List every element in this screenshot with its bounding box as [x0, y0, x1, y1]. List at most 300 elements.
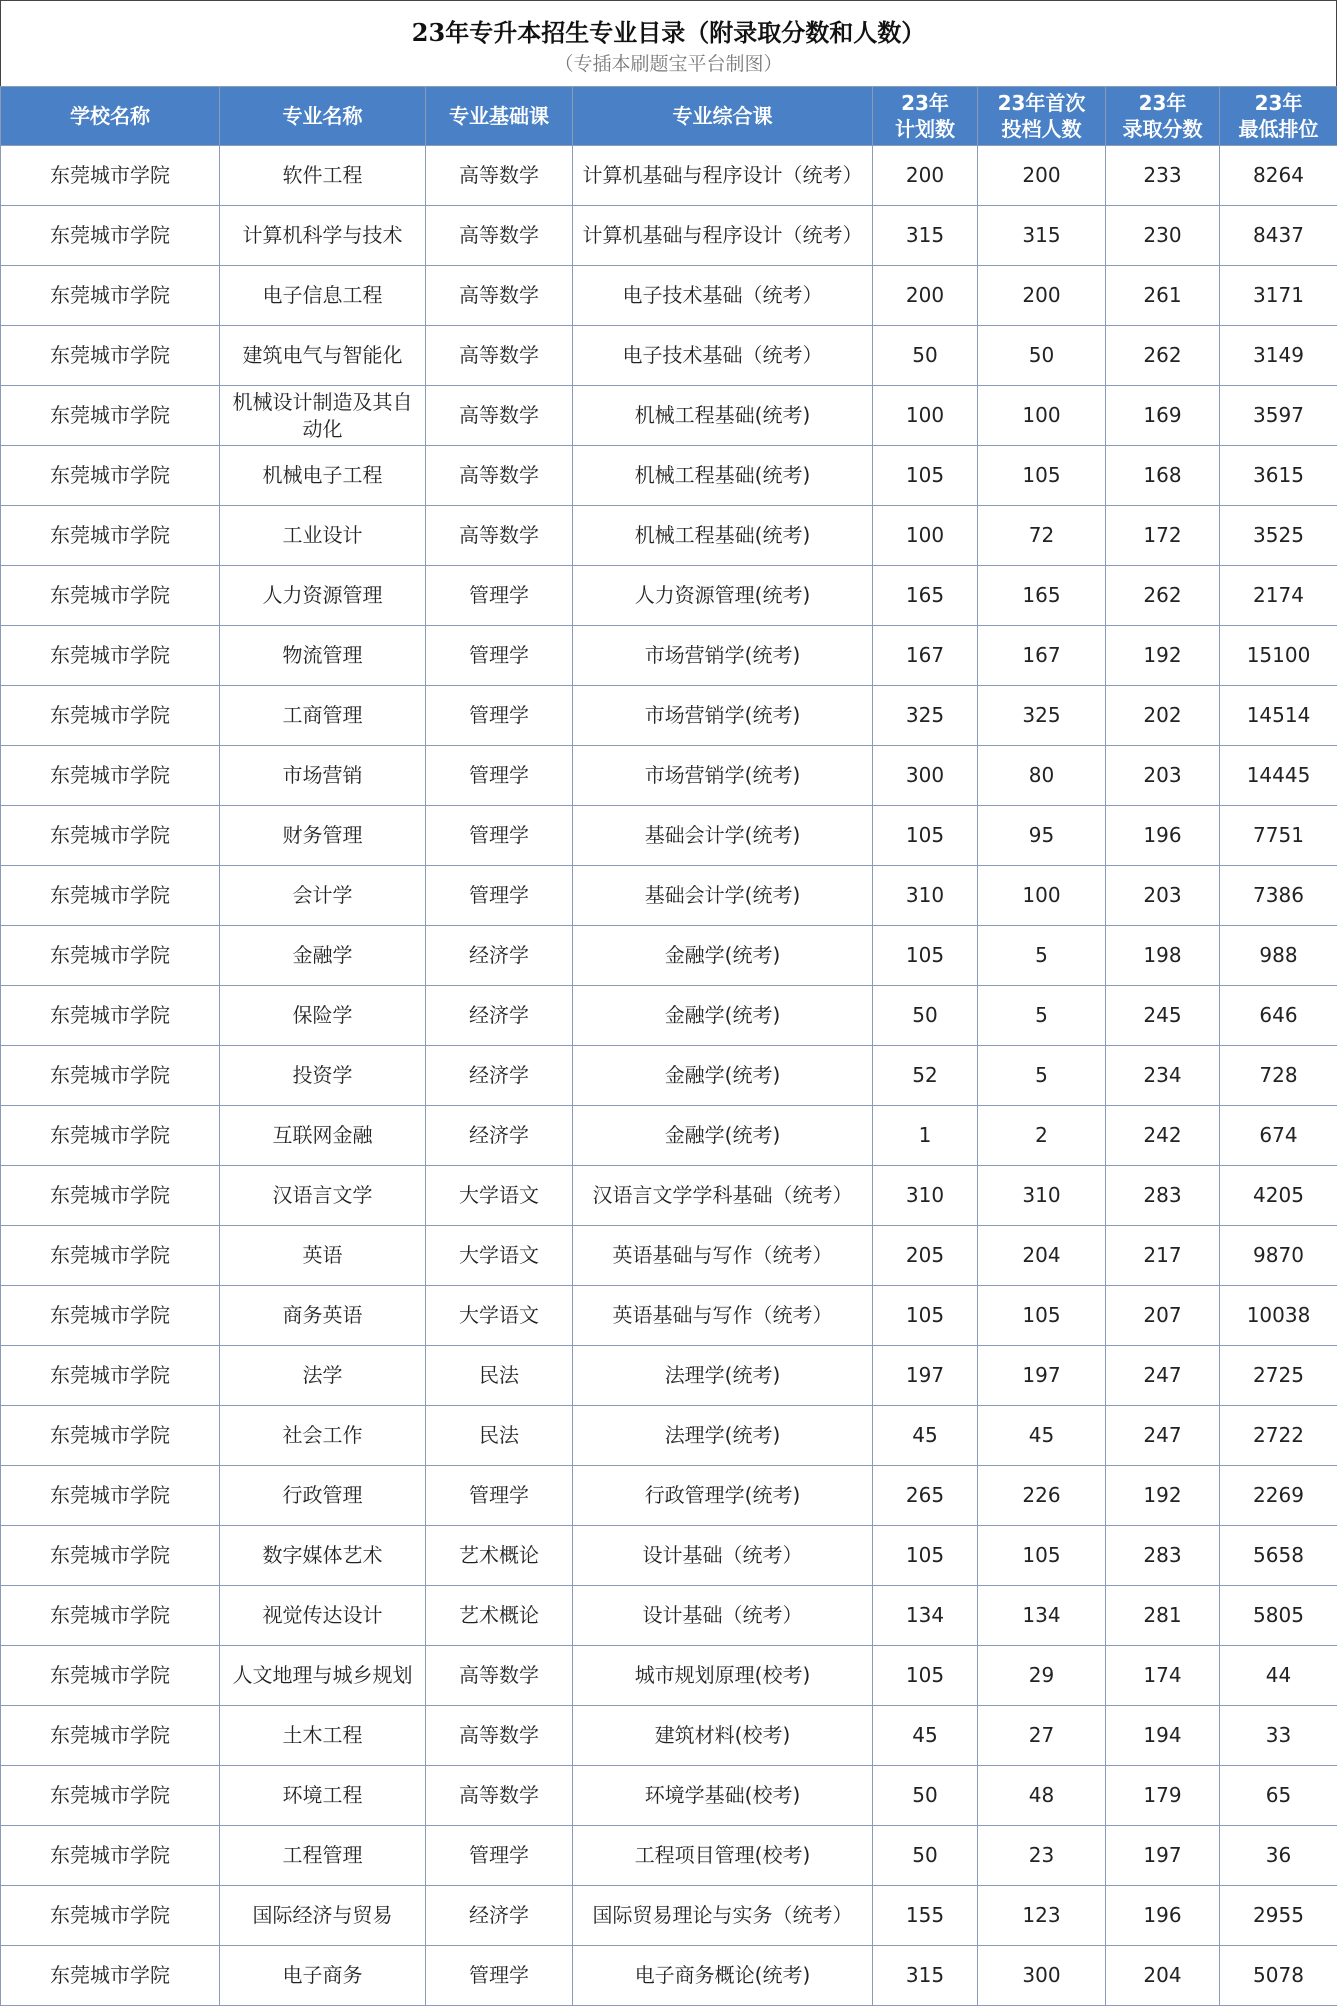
table-cell: 东莞城市学院: [1, 1706, 220, 1766]
table-cell: 东莞城市学院: [1, 266, 220, 326]
table-cell: 198: [1106, 926, 1220, 986]
table-cell: 经济学: [426, 986, 573, 1046]
table-cell: 196: [1106, 1886, 1220, 1946]
table-row: [1, 746, 1337, 806]
table-cell: 工程项目管理(校考): [573, 1826, 873, 1886]
table-cell: 东莞城市学院: [1, 1586, 220, 1646]
table-cell: 233: [1106, 146, 1220, 206]
table-cell: 192: [1106, 1466, 1220, 1526]
table-row: [1, 626, 1337, 686]
table-cell: 汉语言文学: [220, 1166, 426, 1226]
table-cell: 2: [978, 1106, 1106, 1166]
table-cell: 80: [978, 746, 1106, 806]
table-cell: 东莞城市学院: [1, 1766, 220, 1826]
table-cell: 机械工程基础(统考): [573, 386, 873, 446]
table-cell: 金融学(统考): [573, 1046, 873, 1106]
table-cell: 高等数学: [426, 206, 573, 266]
table-cell: 200: [873, 266, 978, 326]
table-cell: 汉语言文学学科基础（统考）: [573, 1166, 873, 1226]
table-cell: 9870: [1220, 1226, 1337, 1286]
table-cell: 东莞城市学院: [1, 1346, 220, 1406]
column-header: [220, 87, 426, 146]
table-row: [1, 926, 1337, 986]
table-row: [1, 386, 1337, 446]
table-cell: 东莞城市学院: [1, 1526, 220, 1586]
table-cell: 电子商务: [220, 1946, 426, 2006]
table-cell: 高等数学: [426, 326, 573, 386]
table-cell: 315: [978, 206, 1106, 266]
table-cell: 5: [978, 986, 1106, 1046]
table-cell: 工业设计: [220, 506, 426, 566]
table-row: [1, 566, 1337, 626]
table-cell: 东莞城市学院: [1, 506, 220, 566]
table-cell: 经济学: [426, 1046, 573, 1106]
table-cell: 29: [978, 1646, 1106, 1706]
table-cell: 988: [1220, 926, 1337, 986]
table-cell: 5078: [1220, 1946, 1337, 2006]
table-cell: 艺术概论: [426, 1586, 573, 1646]
table-cell: 东莞城市学院: [1, 926, 220, 986]
table-cell: 东莞城市学院: [1, 1046, 220, 1106]
column-header-line2: 录取分数: [1122, 117, 1203, 141]
table-cell: 27: [978, 1706, 1106, 1766]
table-cell: 310: [978, 1166, 1106, 1226]
table-cell: 134: [978, 1586, 1106, 1646]
table-cell: 行政管理学(统考): [573, 1466, 873, 1526]
table-cell: 法学: [220, 1346, 426, 1406]
table-cell: 155: [873, 1886, 978, 1946]
table-cell: 民法: [426, 1406, 573, 1466]
table-cell: 电子商务概论(统考): [573, 1946, 873, 2006]
table-cell: 50: [873, 1766, 978, 1826]
table-cell: 城市规划原理(校考): [573, 1646, 873, 1706]
table-cell: 3171: [1220, 266, 1337, 326]
table-cell: 100: [978, 866, 1106, 926]
table-cell: 3615: [1220, 446, 1337, 506]
table-cell: 东莞城市学院: [1, 1406, 220, 1466]
table-row: [1, 1346, 1337, 1406]
table-cell: 100: [873, 506, 978, 566]
table-cell: 5658: [1220, 1526, 1337, 1586]
table-cell: 东莞城市学院: [1, 566, 220, 626]
table-cell: 东莞城市学院: [1, 1646, 220, 1706]
table-cell: 东莞城市学院: [1, 1466, 220, 1526]
table-cell: 283: [1106, 1166, 1220, 1226]
table-cell: 325: [978, 686, 1106, 746]
column-header: [978, 87, 1106, 146]
table-cell: 东莞城市学院: [1, 1826, 220, 1886]
table-cell: 英语基础与写作（统考）: [573, 1226, 873, 1286]
table-cell: 艺术概论: [426, 1526, 573, 1586]
table-cell: 197: [1106, 1826, 1220, 1886]
table-cell: 经济学: [426, 926, 573, 986]
table-cell: 5: [978, 1046, 1106, 1106]
table-cell: 人文地理与城乡规划: [220, 1646, 426, 1706]
table-cell: 226: [978, 1466, 1106, 1526]
table-cell: 软件工程: [220, 146, 426, 206]
table-cell: 50: [978, 326, 1106, 386]
table-cell: 100: [978, 386, 1106, 446]
table-cell: 社会工作: [220, 1406, 426, 1466]
table-cell: 205: [873, 1226, 978, 1286]
table-cell: 东莞城市学院: [1, 1166, 220, 1226]
table-cell: 72: [978, 506, 1106, 566]
table-cell: 207: [1106, 1286, 1220, 1346]
table-cell: 环境学基础(校考): [573, 1766, 873, 1826]
table-cell: 管理学: [426, 806, 573, 866]
table-cell: 245: [1106, 986, 1220, 1046]
table-cell: 105: [873, 1646, 978, 1706]
table-row: [1, 1586, 1337, 1646]
table-cell: 105: [978, 1526, 1106, 1586]
table-cell: 1: [873, 1106, 978, 1166]
table-row: [1, 806, 1337, 866]
table-cell: 2725: [1220, 1346, 1337, 1406]
table-cell: 东莞城市学院: [1, 1286, 220, 1346]
table-cell: 东莞城市学院: [1, 986, 220, 1046]
table-cell: 105: [873, 1286, 978, 1346]
table-cell: 202: [1106, 686, 1220, 746]
table-cell: 东莞城市学院: [1, 866, 220, 926]
table-cell: 310: [873, 1166, 978, 1226]
table-cell: 8264: [1220, 146, 1337, 206]
table-cell: 310: [873, 866, 978, 926]
table-cell: 5: [978, 926, 1106, 986]
table-cell: 高等数学: [426, 506, 573, 566]
table-cell: 机械电子工程: [220, 446, 426, 506]
title-box: [0, 0, 1337, 86]
table-cell: 经济学: [426, 1886, 573, 1946]
column-header-line1: 专业基础课: [449, 104, 549, 128]
table-cell: 283: [1106, 1526, 1220, 1586]
table-cell: 242: [1106, 1106, 1220, 1166]
table-cell: 高等数学: [426, 1706, 573, 1766]
table-cell: 基础会计学(统考): [573, 866, 873, 926]
table-cell: 经济学: [426, 1106, 573, 1166]
table-cell: 市场营销学(统考): [573, 686, 873, 746]
column-header: [1, 87, 220, 146]
table-cell: 5805: [1220, 1586, 1337, 1646]
table-cell: 管理学: [426, 1466, 573, 1526]
table-cell: 15100: [1220, 626, 1337, 686]
table-cell: 3597: [1220, 386, 1337, 446]
table-row: [1, 1226, 1337, 1286]
table-cell: 203: [1106, 746, 1220, 806]
table-cell: 200: [873, 146, 978, 206]
table-cell: 234: [1106, 1046, 1220, 1106]
table-cell: 65: [1220, 1766, 1337, 1826]
table-row: [1, 1766, 1337, 1826]
column-header: [573, 87, 873, 146]
table-row: [1, 1286, 1337, 1346]
table-cell: 197: [978, 1346, 1106, 1406]
table-cell: 179: [1106, 1766, 1220, 1826]
table-cell: 东莞城市学院: [1, 806, 220, 866]
table-cell: 人力资源管理: [220, 566, 426, 626]
table-cell: 设计基础（统考）: [573, 1526, 873, 1586]
table-cell: 管理学: [426, 626, 573, 686]
table-row: [1, 1526, 1337, 1586]
table-cell: 管理学: [426, 566, 573, 626]
table-header-row: [1, 87, 1337, 146]
table-cell: 165: [978, 566, 1106, 626]
table-row: [1, 1466, 1337, 1526]
table-cell: 管理学: [426, 1826, 573, 1886]
table-row: [1, 1706, 1337, 1766]
table-cell: 165: [873, 566, 978, 626]
table-cell: 100: [873, 386, 978, 446]
table-cell: 东莞城市学院: [1, 326, 220, 386]
table-cell: 高等数学: [426, 146, 573, 206]
table-cell: 大学语文: [426, 1166, 573, 1226]
table-cell: 保险学: [220, 986, 426, 1046]
column-header: [873, 87, 978, 146]
table-cell: 105: [873, 926, 978, 986]
table-cell: 105: [873, 806, 978, 866]
table-cell: 204: [1106, 1946, 1220, 2006]
table-cell: 东莞城市学院: [1, 146, 220, 206]
table-row: [1, 1046, 1337, 1106]
column-header-line2: 计划数: [895, 117, 955, 141]
table-cell: 315: [873, 1946, 978, 2006]
table-cell: 247: [1106, 1406, 1220, 1466]
table-cell: 23: [978, 1826, 1106, 1886]
column-header: [426, 87, 573, 146]
table-cell: 261: [1106, 266, 1220, 326]
table-cell: 167: [978, 626, 1106, 686]
table-cell: 10038: [1220, 1286, 1337, 1346]
table-cell: 大学语文: [426, 1286, 573, 1346]
table-cell: 市场营销学(统考): [573, 746, 873, 806]
table-cell: 金融学(统考): [573, 926, 873, 986]
table-cell: 东莞城市学院: [1, 446, 220, 506]
table-cell: 计算机科学与技术: [220, 206, 426, 266]
table-cell: 45: [978, 1406, 1106, 1466]
column-header-line1: 专业名称: [282, 104, 363, 128]
table-cell: 200: [978, 266, 1106, 326]
table-cell: 14445: [1220, 746, 1337, 806]
table-cell: 高等数学: [426, 386, 573, 446]
table-body: [1, 146, 1337, 2006]
table-row: [1, 326, 1337, 386]
table-cell: 7751: [1220, 806, 1337, 866]
table-cell: 民法: [426, 1346, 573, 1406]
table-cell: 法理学(统考): [573, 1406, 873, 1466]
table-cell: 高等数学: [426, 266, 573, 326]
column-header-line1: 23年首次: [997, 91, 1086, 115]
table-cell: 192: [1106, 626, 1220, 686]
table-cell: 高等数学: [426, 1766, 573, 1826]
table-cell: 197: [873, 1346, 978, 1406]
table-cell: 48: [978, 1766, 1106, 1826]
column-header-line1: 23年: [901, 91, 949, 115]
table-cell: 计算机基础与程序设计（统考）: [573, 146, 873, 206]
table-cell: 196: [1106, 806, 1220, 866]
table-cell: 东莞城市学院: [1, 1226, 220, 1286]
table-cell: 7386: [1220, 866, 1337, 926]
admission-table: [0, 86, 1337, 2006]
table-cell: 基础会计学(统考): [573, 806, 873, 866]
table-cell: 电子技术基础（统考）: [573, 266, 873, 326]
table-row: [1, 1826, 1337, 1886]
table-cell: 300: [978, 1946, 1106, 2006]
table-cell: 管理学: [426, 746, 573, 806]
table-cell: 4205: [1220, 1166, 1337, 1226]
table-cell: 管理学: [426, 686, 573, 746]
table-row: [1, 1946, 1337, 2006]
table-cell: 105: [978, 446, 1106, 506]
table-cell: 194: [1106, 1706, 1220, 1766]
table-cell: 247: [1106, 1346, 1220, 1406]
table-row: [1, 206, 1337, 266]
table-row: [1, 1646, 1337, 1706]
table-cell: 市场营销学(统考): [573, 626, 873, 686]
table-cell: 674: [1220, 1106, 1337, 1166]
table-cell: 东莞城市学院: [1, 686, 220, 746]
table-cell: 325: [873, 686, 978, 746]
column-header-line1: 23年: [1138, 91, 1187, 115]
table-cell: 东莞城市学院: [1, 1106, 220, 1166]
column-header-line2: 最低排位: [1238, 117, 1319, 141]
table-cell: 商务英语: [220, 1286, 426, 1346]
column-header-line2: 投档人数: [1001, 117, 1082, 141]
table-cell: 14514: [1220, 686, 1337, 746]
table-row: [1, 146, 1337, 206]
table-row: [1, 1166, 1337, 1226]
page-subtitle: （专插本刷题宝平台制图）: [554, 53, 783, 75]
table-cell: 50: [873, 326, 978, 386]
page-title: 23年专升本招生专业目录（附录取分数和人数）: [411, 18, 926, 47]
table-cell: 环境工程: [220, 1766, 426, 1826]
table-cell: 123: [978, 1886, 1106, 1946]
table-cell: 财务管理: [220, 806, 426, 866]
table-cell: 东莞城市学院: [1, 746, 220, 806]
table-row: [1, 1106, 1337, 1166]
table-cell: 105: [978, 1286, 1106, 1346]
table-cell: 英语: [220, 1226, 426, 1286]
table-cell: 45: [873, 1706, 978, 1766]
table-cell: 217: [1106, 1226, 1220, 1286]
table-cell: 管理学: [426, 866, 573, 926]
table-cell: 281: [1106, 1586, 1220, 1646]
table-cell: 数字媒体艺术: [220, 1526, 426, 1586]
table-cell: 174: [1106, 1646, 1220, 1706]
table-cell: 105: [873, 1526, 978, 1586]
table-cell: 机械工程基础(统考): [573, 446, 873, 506]
table-cell: 300: [873, 746, 978, 806]
table-row: [1, 686, 1337, 746]
table-cell: 203: [1106, 866, 1220, 926]
table-row: [1, 1406, 1337, 1466]
column-header: [1220, 87, 1337, 146]
table-row: [1, 506, 1337, 566]
table-cell: 金融学: [220, 926, 426, 986]
table-cell: 人力资源管理(统考): [573, 566, 873, 626]
table-cell: 50: [873, 1826, 978, 1886]
table-cell: 管理学: [426, 1946, 573, 2006]
table-cell: 高等数学: [426, 446, 573, 506]
table-cell: 8437: [1220, 206, 1337, 266]
table-cell: 大学语文: [426, 1226, 573, 1286]
table-row: [1, 266, 1337, 326]
table-row: [1, 866, 1337, 926]
table-cell: 视觉传达设计: [220, 1586, 426, 1646]
table-cell: 国际经济与贸易: [220, 1886, 426, 1946]
table-cell: 投资学: [220, 1046, 426, 1106]
table-cell: 52: [873, 1046, 978, 1106]
table-cell: 315: [873, 206, 978, 266]
table-cell: 互联网金融: [220, 1106, 426, 1166]
table-cell: 50: [873, 986, 978, 1046]
column-header: [1106, 87, 1220, 146]
table-cell: 262: [1106, 326, 1220, 386]
table-cell: 行政管理: [220, 1466, 426, 1526]
table-cell: 2955: [1220, 1886, 1337, 1946]
table-cell: 工商管理: [220, 686, 426, 746]
table-cell: 东莞城市学院: [1, 1946, 220, 2006]
column-header-line1: 23年: [1254, 91, 1303, 115]
table-cell: 36: [1220, 1826, 1337, 1886]
table-cell: 金融学(统考): [573, 1106, 873, 1166]
table-cell: 东莞城市学院: [1, 386, 220, 446]
table-cell: 计算机基础与程序设计（统考）: [573, 206, 873, 266]
table-cell: 电子技术基础（统考）: [573, 326, 873, 386]
table-cell: 建筑材料(校考): [573, 1706, 873, 1766]
table-cell: 法理学(统考): [573, 1346, 873, 1406]
table-cell: 230: [1106, 206, 1220, 266]
table-cell: 168: [1106, 446, 1220, 506]
table-cell: 265: [873, 1466, 978, 1526]
table-cell: 262: [1106, 566, 1220, 626]
table-cell: 东莞城市学院: [1, 206, 220, 266]
table-row: [1, 1886, 1337, 1946]
table-cell: 172: [1106, 506, 1220, 566]
table-cell: 建筑电气与智能化: [220, 326, 426, 386]
table-cell: 167: [873, 626, 978, 686]
table-cell: 2174: [1220, 566, 1337, 626]
table-cell: 646: [1220, 986, 1337, 1046]
table-cell: 134: [873, 1586, 978, 1646]
table-cell: 工程管理: [220, 1826, 426, 1886]
table-cell: 东莞城市学院: [1, 626, 220, 686]
table-cell: 土木工程: [220, 1706, 426, 1766]
table-cell: 204: [978, 1226, 1106, 1286]
table-cell: 国际贸易理论与实务（统考）: [573, 1886, 873, 1946]
table-cell: 33: [1220, 1706, 1337, 1766]
table-cell: 英语基础与写作（统考）: [573, 1286, 873, 1346]
table-cell: 物流管理: [220, 626, 426, 686]
table-cell: 设计基础（统考）: [573, 1586, 873, 1646]
table-cell: 2269: [1220, 1466, 1337, 1526]
table-cell: 95: [978, 806, 1106, 866]
table-cell: 2722: [1220, 1406, 1337, 1466]
column-header-line1: 专业综合课: [672, 104, 773, 128]
table-cell: 机械设计制造及其自动化: [220, 386, 426, 446]
table-cell: 市场营销: [220, 746, 426, 806]
table-cell: 169: [1106, 386, 1220, 446]
table-cell: 电子信息工程: [220, 266, 426, 326]
column-header-line1: 学校名称: [70, 104, 150, 128]
table-cell: 高等数学: [426, 1646, 573, 1706]
table-cell: 3525: [1220, 506, 1337, 566]
table-cell: 机械工程基础(统考): [573, 506, 873, 566]
table-cell: 会计学: [220, 866, 426, 926]
table-cell: 45: [873, 1406, 978, 1466]
table-cell: 3149: [1220, 326, 1337, 386]
table-cell: 金融学(统考): [573, 986, 873, 1046]
table-cell: 728: [1220, 1046, 1337, 1106]
table-cell: 200: [978, 146, 1106, 206]
